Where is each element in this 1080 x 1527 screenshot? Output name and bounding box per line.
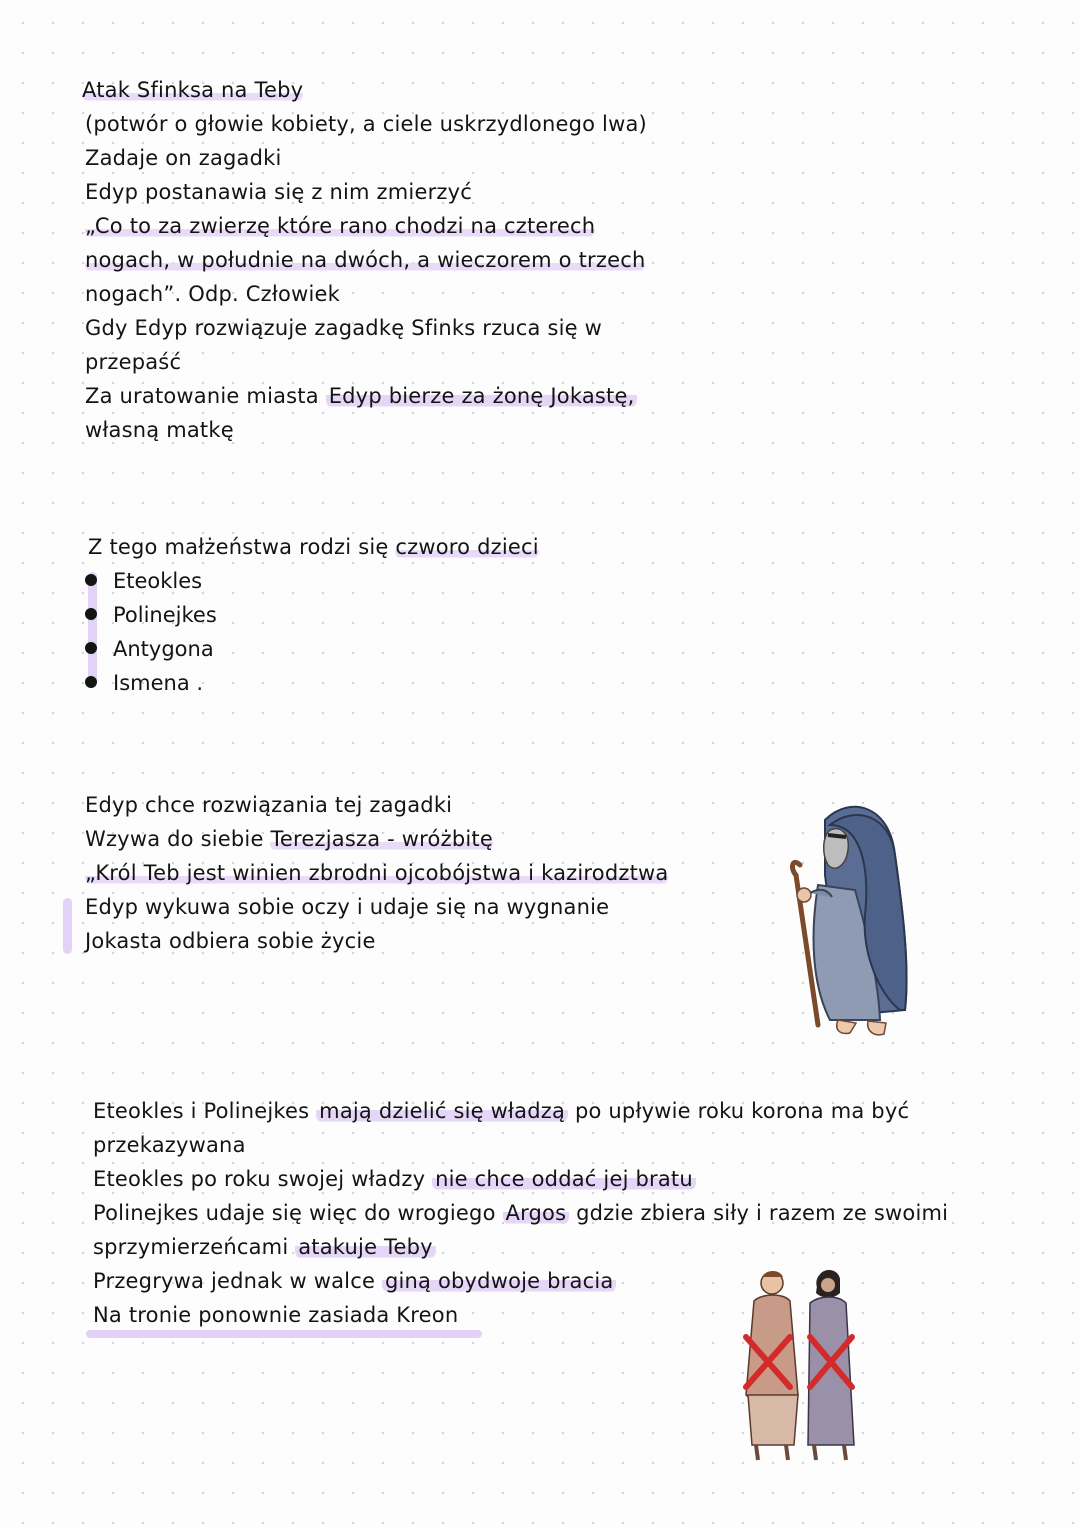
bullet-icon bbox=[85, 676, 97, 688]
text-line-tiresias: Wzywa do siebie Terezjasza - wróżbitę bbox=[85, 827, 493, 851]
text-line: przekazywana bbox=[93, 1133, 246, 1157]
text-line: własną matkę bbox=[85, 418, 234, 442]
text-line: Edyp postanawia się z nim zmierzyć bbox=[85, 180, 472, 204]
highlight: Edyp bierze za żonę Jokastę, bbox=[326, 384, 638, 408]
heading-sphinx: Atak Sfinksa na Teby bbox=[82, 78, 304, 102]
tiresias-illustration bbox=[770, 795, 920, 1050]
text-line: (potwór o głowie kobiety, a ciele uskrzydlonego lwa) bbox=[85, 112, 647, 136]
riddle-line-1: „Co to za zwierzę które rano chodzi na czterech bbox=[85, 214, 596, 238]
text-line-marriage: Za uratowanie miasta Edyp bierze za żonę Jokastę, bbox=[85, 379, 637, 413]
text-line: Zadaje on zagadki bbox=[85, 146, 282, 170]
text-line-attack: sprzymierzeńcami atakuje Teby bbox=[93, 1230, 436, 1264]
text-line: przepaść bbox=[85, 350, 182, 374]
highlight: Argos bbox=[503, 1201, 570, 1225]
highlight: nie chce oddać jej bratu bbox=[432, 1167, 696, 1191]
highlight: atakuje Teby bbox=[295, 1235, 436, 1259]
list-item: Eteokles bbox=[85, 564, 202, 598]
brothers-illustration bbox=[728, 1265, 873, 1470]
text-line-argos: Polinejkes udaje się więc do wrogiego Argos gdzie zbiera siły i razem ze swoimi bbox=[93, 1201, 949, 1225]
text-line: Edyp wykuwa sobie oczy i udaje się na wygnanie bbox=[85, 895, 610, 919]
highlight: giną obydwoje bracia bbox=[382, 1269, 617, 1293]
list-item: Antygona bbox=[85, 632, 214, 666]
prophecy-line: „Król Teb jest winien zbrodni ojcobójstwa i kazirodztwa bbox=[85, 861, 669, 885]
bullet-icon bbox=[85, 642, 97, 654]
highlight: mają dzielić się władzą bbox=[316, 1099, 568, 1123]
text-line-power: Eteokles i Polinejkes mają dzielić się władzą po upływie roku korona ma być bbox=[93, 1099, 910, 1123]
riddle-line-2: nogach, w południe na dwóch, a wieczorem o trzech bbox=[85, 248, 646, 272]
bullet-icon bbox=[85, 574, 97, 586]
children-intro: Z tego małżeństwa rodzi się czworo dzieci bbox=[88, 535, 539, 559]
text-line-refusal: Eteokles po roku swojej władzy nie chce oddać jej bratu bbox=[93, 1162, 696, 1196]
highlight-bar bbox=[63, 898, 72, 954]
text-line: Gdy Edyp rozwiązuje zagadkę Sfinks rzuca się w bbox=[85, 316, 603, 340]
text-line-kreon: Na tronie ponownie zasiada Kreon bbox=[93, 1303, 459, 1327]
list-item: Ismena . bbox=[85, 666, 203, 700]
text-line: Jokasta odbiera sobie życie bbox=[85, 929, 376, 953]
riddle-answer: nogach”. Odp. Człowiek bbox=[85, 282, 340, 306]
bullet-icon bbox=[85, 608, 97, 620]
text-line: Edyp chce rozwiązania tej zagadki bbox=[85, 793, 453, 817]
list-item: Polinejkes bbox=[85, 598, 217, 632]
text-line-death: Przegrywa jednak w walce giną obydwoje bracia bbox=[93, 1264, 616, 1298]
underline-bar bbox=[86, 1330, 482, 1338]
